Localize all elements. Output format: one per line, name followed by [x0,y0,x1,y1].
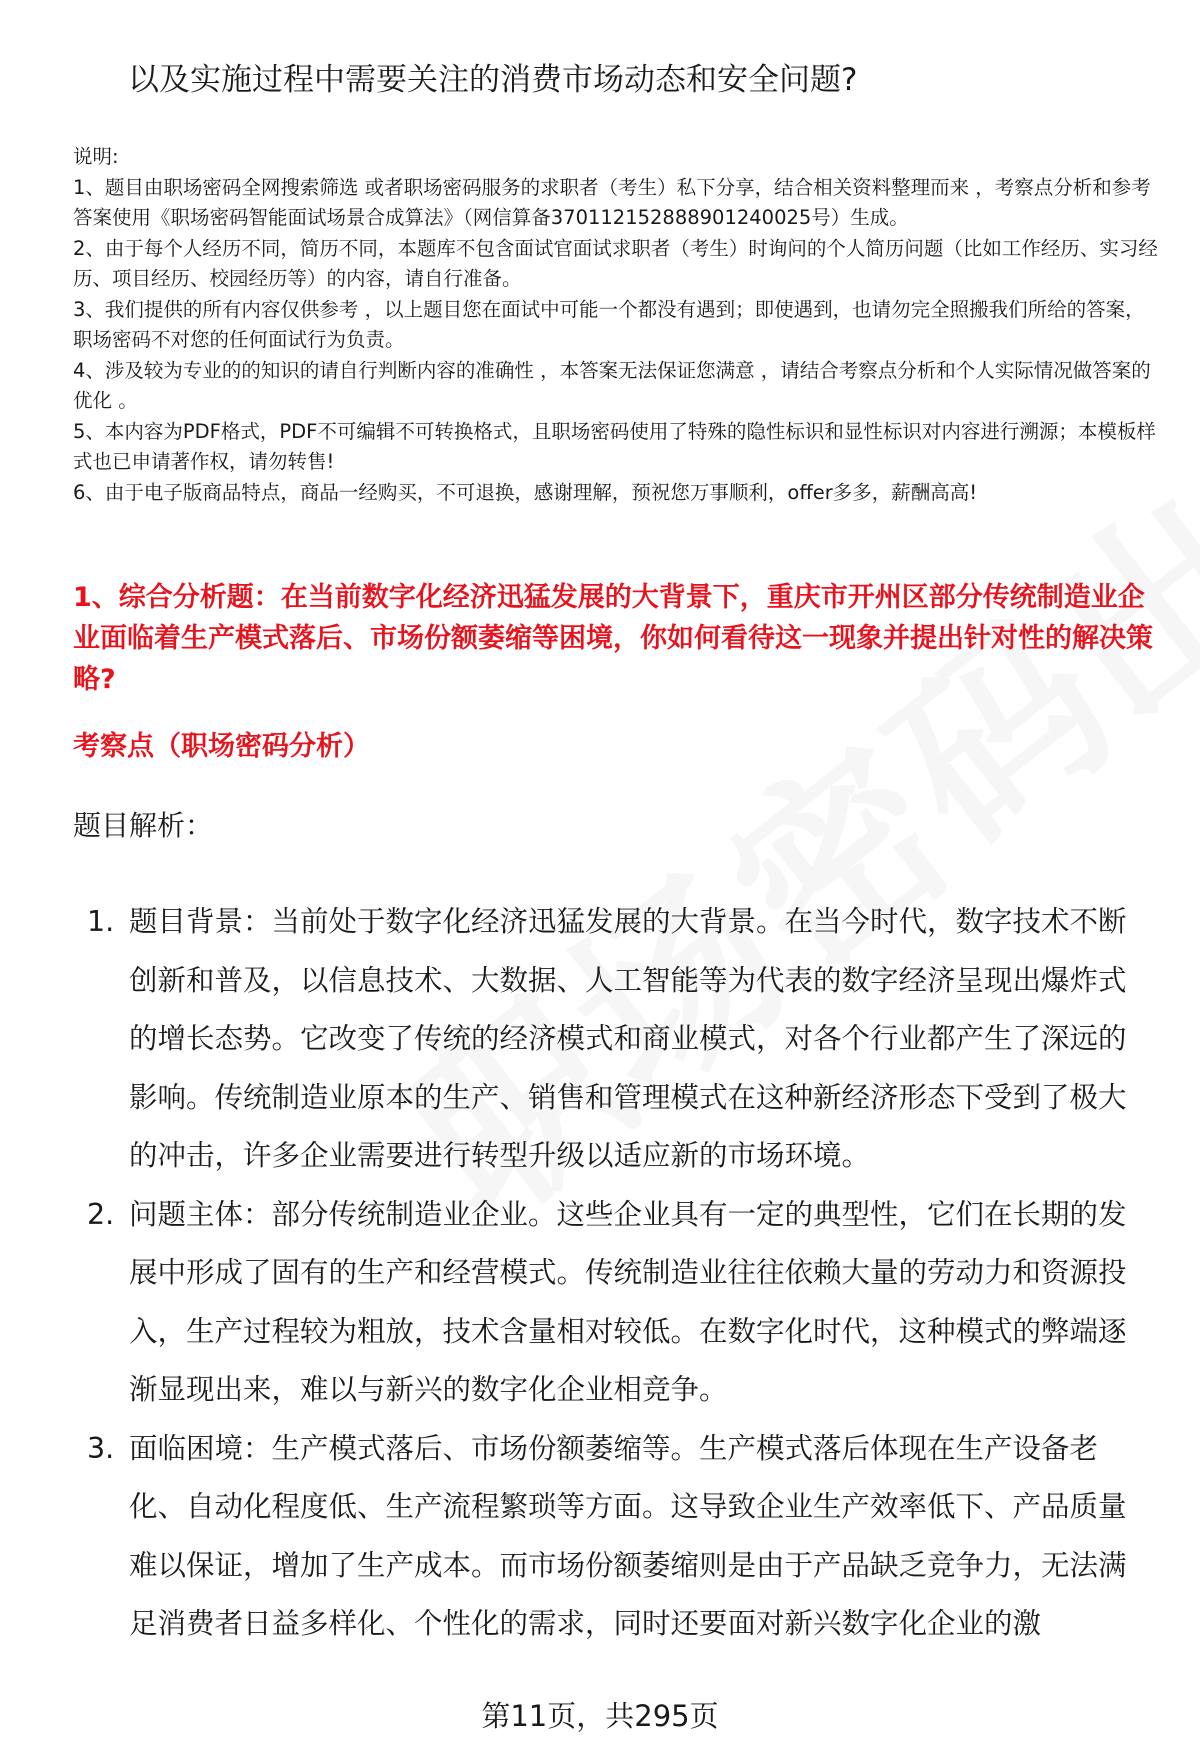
notes-item: 1、题目由职场密码全网搜索筛选 或者职场密码服务的求职者（考生）私下分享，结合相关资料整理而来 ，考察点分析和参考答案使用《职场密码智能面试场景合成算法》（网信算备370112152888901240025号）生成。 [73,175,1151,229]
section-heading: 考察点（职场密码分析） [73,731,370,762]
item-text: 题目背景：当前处于数字化经济迅猛发展的大背景。在当今时代，数字技术不断创新和普及，以信息技术、大数据、人工智能等为代表的数字经济呈现出爆炸式的增长态势。它改变了传统的经济模式和商业模式，对各个行业都产生了深远的影响。传统制造业原本的生产、销售和管理模式在这种新经济形态下受到了极大的冲击，许多企业需要进行转型升级以适应新的市场环境。 [129,905,1127,1172]
notes-item: 4、涉及较为专业的的知识的请自行判断内容的准确性 ，本答案无法保证您满意 ，请结合考察点分析和个人实际情况做答案的优化 。 [73,358,1151,412]
analysis-list [73,893,1143,1654]
page-title: 以及实施过程中需要关注的消费市场动态和安全问题? [128,62,858,98]
item-number: 1. [87,905,115,938]
notes-item: 5、本内容为PDF格式，PDF不可编辑不可转换格式，且职场密码使用了特殊的隐性标识和显性标识对内容进行溯源；本模板样式也已申请著作权，请勿转售! [73,419,1156,473]
notes-item: 2、由于每个人经历不同，简历不同，本题库不包含面试官面试求职者（考生）时询问的个人简历问题（比如工作经历、实习经历、项目经历、校园经历等）的内容，请自行准备。 [73,236,1158,290]
analysis-item [73,1420,1143,1654]
item-number: 3. [87,1431,115,1465]
item-text: 面临困境：生产模式落后、市场份额萎缩等。生产模式落后体现在生产设备老化、自动化程度低、生产流程繁琐等方面。这导致企业生产效率低下、产品质量难以保证，增加了生产成本。而市场份额萎缩则是由于产品缺乏竞争力，无法满足消费者日益多样化、个性化的需求，同时还要面对新兴数字化企业的激 [129,1431,1127,1640]
item-text: 问题主体：部分传统制造业企业。这些企业具有一定的典型性，它们在长期的发展中形成了固有的生产和经营模式。传统制造业往往依赖大量的劳动力和资源投入，生产过程较为粗放，技术含量相对较低。在数字化时代，这种模式的弊端逐渐显现出来，难以与新兴的数字化企业相竞争。 [129,1197,1127,1406]
question-heading: 1、综合分析题：在当前数字化经济迅猛发展的大背景下，重庆市开州区部分传统制造业企业面临着生产模式落后、市场份额萎缩等困境，你如何看待这一现象并提出针对性的解决策略? [73,582,1153,695]
notes-section [73,142,1163,508]
item-number: 2. [87,1197,115,1231]
analysis-label: 题目解析： [73,809,214,842]
page-number: 第11页，共295页 [481,1699,719,1733]
analysis-item [73,1186,1143,1420]
notes-item: 3、我们提供的所有内容仅供参考 ，以上题目您在面试中可能一个都没有遇到；即使遇到，也请勿完全照搬我们所给的答案，职场密码不对您的任何面试行为负责。 [73,297,1145,351]
notes-heading: 说明: [73,145,119,168]
analysis-item [73,893,1143,1186]
notes-item: 6、由于电子版商品特点，商品一经购买，不可退换，感谢理解，预祝您万事顺利，offer多多，薪酬高高! [73,480,978,504]
